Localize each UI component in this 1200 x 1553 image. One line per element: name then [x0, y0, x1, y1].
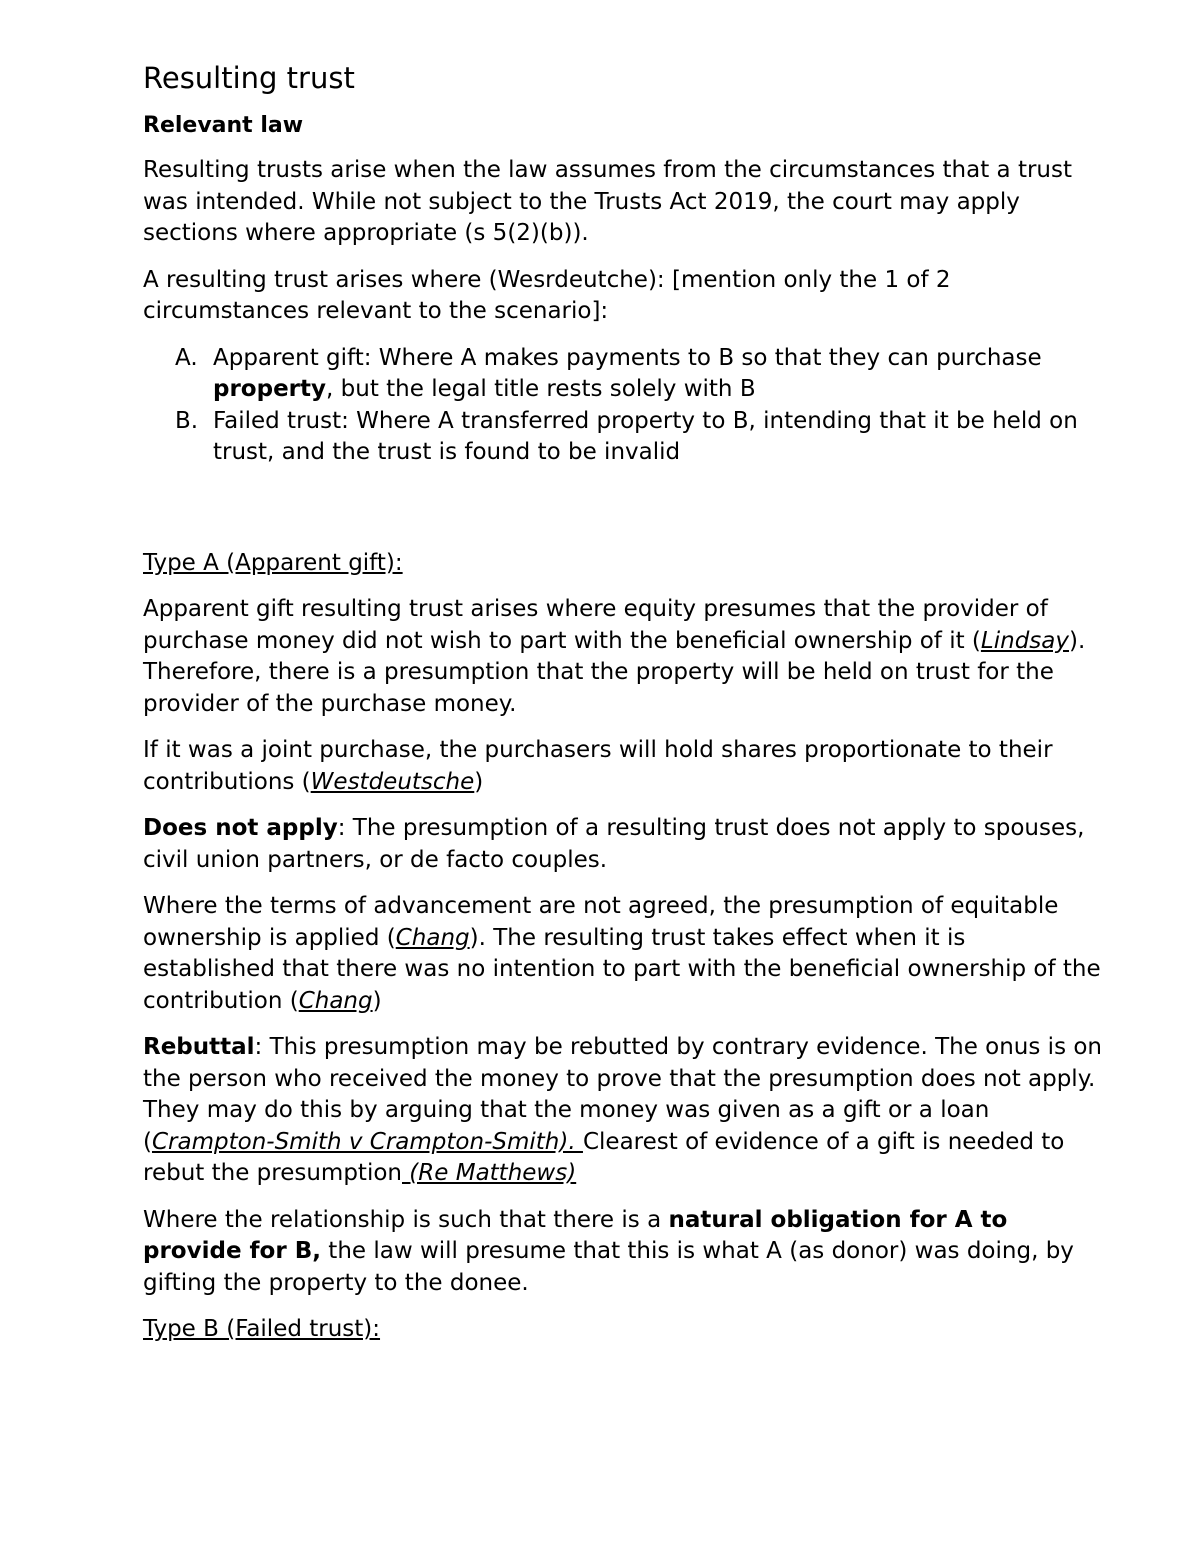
bold-phrase: natural obligation for A to provide for B,: [143, 1206, 1008, 1264]
type-a-paragraph-6: Where the relationship is such that there is a natural obligation for A to provide for B, the law will presume that this is what A (as donor) was doing, by gifting the property to the donee.: [143, 1206, 1074, 1296]
case-citation: Westdeutsche: [310, 768, 475, 795]
type-a-paragraph-2: If it was a joint purchase, the purchasers will hold shares proportionate to their contributions (Westdeutsche): [143, 737, 1053, 795]
list-item-text: , but the legal title rests solely with B: [326, 376, 756, 402]
bold-label: Does not apply: [143, 815, 338, 841]
list-item-a: [143, 343, 1103, 406]
list-marker: A.: [175, 344, 198, 371]
relevant-law-heading: Relevant law: [143, 113, 304, 138]
list-item-text: Apparent gift: Where A makes payments to B so that they can purchase: [213, 344, 1042, 371]
circumstances-list: [143, 343, 1103, 469]
type-a-paragraph-1: Apparent gift resulting trust arises where equity presumes that the provider of purchase money did not wish to part with the beneficial ownership of it (Lindsay). Therefore, there is a presumption that the property will be held on trust for the provider of the purchase money.: [143, 596, 1086, 717]
case-citation: (Re Matthews): [402, 1160, 577, 1186]
document-title: Resulting trust: [143, 61, 355, 95]
spacer: [143, 484, 1103, 548]
type-a-paragraph-4: Where the terms of advancement are not agreed, the presumption of equitable ownership is applied (Chang). The resulting trust takes effect when it is established that there was no intention to part with the beneficial ownership of the contribution (Chang): [143, 893, 1101, 1014]
list-item-bold: property: [213, 376, 327, 402]
type-a-heading: Type A (Apparent gift):: [143, 549, 403, 576]
list-item-b: [143, 406, 1103, 469]
type-a-paragraph-3: Does not apply: The presumption of a resulting trust does not apply to spouses, civil union partners, or de facto couples.: [143, 815, 1085, 873]
type-b-heading: Type B (Failed trust):: [143, 1316, 381, 1342]
type-a-paragraph-5: Rebuttal: This presumption may be rebutted by contrary evidence. The onus is on the person who received the money to prove that the presumption does not apply. They may do this by arguing that the money was given as a gift or a loan (Crampton-Smith v Crampton-Smith). Clearest of evidence of a gift is needed to rebut the presumption (Re Matthews): [143, 1034, 1103, 1186]
list-item-text: Failed trust: Where A transferred property to B, intending that it be held on trust, and the trust is found to be invalid: [213, 407, 1078, 465]
case-citation: Chang: [395, 924, 470, 951]
case-citation: Chang: [298, 987, 373, 1014]
relevant-law-paragraph-2: A resulting trust arises where (Wesrdeutche): [mention only the 1 of 2 circumstances relevant to the scenario]:: [143, 266, 951, 324]
bold-label: Rebuttal: [143, 1034, 255, 1060]
document-page: [143, 58, 1103, 1361]
list-marker: B.: [175, 407, 199, 434]
relevant-law-paragraph-1: Resulting trusts arise when the law assumes from the circumstances that a trust was intended. While not subject to the Trusts Act 2019, the court may apply sections where appropriate (s 5(2)(b)).: [143, 157, 1072, 246]
case-citation: Crampton-Smith v Crampton-Smith).: [151, 1128, 583, 1155]
case-citation: Lindsay: [980, 627, 1069, 654]
